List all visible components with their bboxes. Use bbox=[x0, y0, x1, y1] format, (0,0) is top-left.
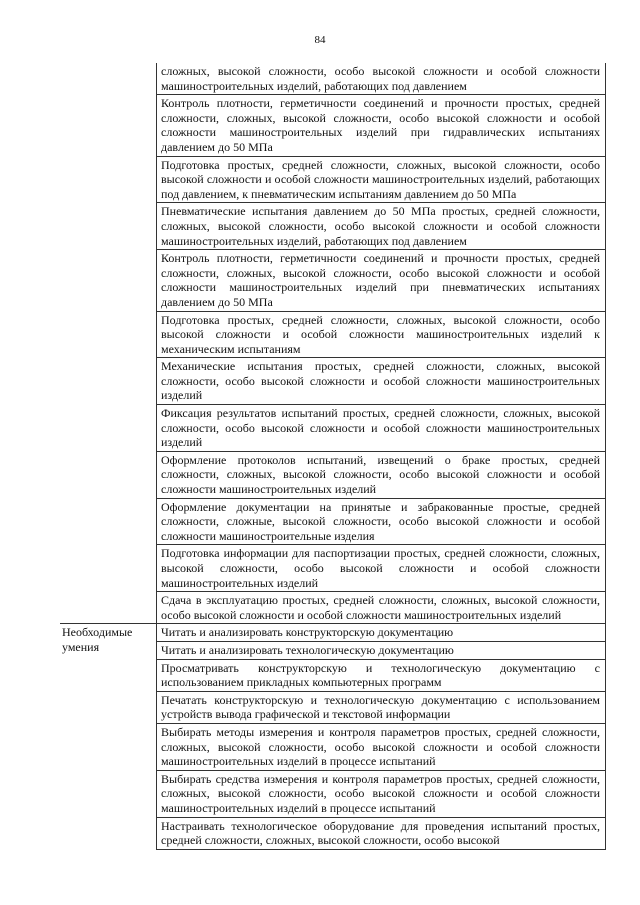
labor-action-cell: сложных, высокой сложности, особо высокой сложности и особой сложности машиностроительных изделий, работающих под давлением bbox=[157, 63, 606, 95]
labor-action-cell: Подготовка простых, средней сложности, сложных, высокой сложности, особо высокой сложности и особой сложности машиностроительных изделий, работающих под давлением, к пневматическим испытаниям давлением до 50 МПа bbox=[157, 156, 606, 203]
skill-cell: Выбирать методы измерения и контроля параметров простых, средней сложности, сложных, высокой сложности, особо высокой сложности и особой сложности машиностроительных изделий в процессе испытаний bbox=[157, 723, 606, 770]
skill-cell: Настраивать технологическое оборудование для проведения испытаний простых, средней сложности, сложных, высокой сложности, особо высокой bbox=[157, 817, 606, 849]
labor-actions-label-cell bbox=[60, 63, 157, 624]
labor-action-cell: Подготовка простых, средней сложности, сложных, высокой сложности, особо высокой сложности и особой сложности машиностроительных изделий к механическим испытаниям bbox=[157, 311, 606, 358]
skill-cell: Читать и анализировать технологическую документацию bbox=[157, 641, 606, 659]
labor-action-cell: Сдача в эксплуатацию простых, средней сложности, сложных, высокой сложности, особо высокой сложности и особой сложности машиностроительных изделий bbox=[157, 592, 606, 624]
labor-action-cell: Подготовка информации для паспортизации простых, средней сложности, сложных, высокой сложности, особо высокой сложности и особой сложности машиностроительных изделий bbox=[157, 545, 606, 592]
labor-action-cell: Контроль плотности, герметичности соединений и прочности простых, средней сложности, сложных, высокой сложности, особо высокой сложности и особой сложности машиностроительных изделий при гидравлических испытаниях давлением до 50 МПа bbox=[157, 95, 606, 156]
page-number: 84 bbox=[314, 34, 326, 46]
labor-action-cell: Механические испытания простых, средней сложности, сложных, высокой сложности, особо высокой сложности и особой сложности машиностроительных изделий bbox=[157, 358, 606, 405]
table-row bbox=[60, 624, 606, 642]
labor-action-cell: Контроль плотности, герметичности соединений и прочности простых, средней сложности, сложных, высокой сложности, особо высокой сложности и особой сложности машиностроительных изделий при пневматических испытаниях давлением до 50 МПа bbox=[157, 250, 606, 311]
skill-cell: Печатать конструкторскую и технологическую документацию с использованием устройств вывода графической и текстовой информации bbox=[157, 691, 606, 723]
table-row bbox=[60, 63, 606, 95]
labor-action-cell: Оформление документации на принятые и забракованные простые, средней сложности, сложные, высокой сложности, особо высокой сложности и особой сложности машиностроительные изделия bbox=[157, 498, 606, 545]
skill-cell: Выбирать средства измерения и контроля параметров простых, средней сложности, сложных, высокой сложности, особо высокой сложности и особой сложности машиностроительных изделий в процессе испытаний bbox=[157, 770, 606, 817]
skill-cell: Читать и анализировать конструкторскую документацию bbox=[157, 624, 606, 642]
labor-action-cell: Фиксация результатов испытаний простых, средней сложности, сложных, высокой сложности, особо высокой сложности и особой сложности машиностроительных изделий bbox=[157, 405, 606, 452]
competency-table bbox=[60, 63, 606, 850]
labor-action-cell: Пневматические испытания давлением до 50 МПа простых, средней сложности, сложных, высокой сложности, особо высокой сложности и особой сложности машиностроительных изделий, работающих под давлением bbox=[157, 203, 606, 250]
skill-cell: Просматривать конструкторскую и технологическую документацию с использованием прикладных компьютерных программ bbox=[157, 659, 606, 691]
labor-action-cell: Оформление протоколов испытаний, извещений о браке простых, средней сложности, сложных, высокой сложности, особо высокой сложности и особой сложности машиностроительных изделий bbox=[157, 451, 606, 498]
skills-label-cell: Необходимые умения bbox=[60, 624, 157, 849]
